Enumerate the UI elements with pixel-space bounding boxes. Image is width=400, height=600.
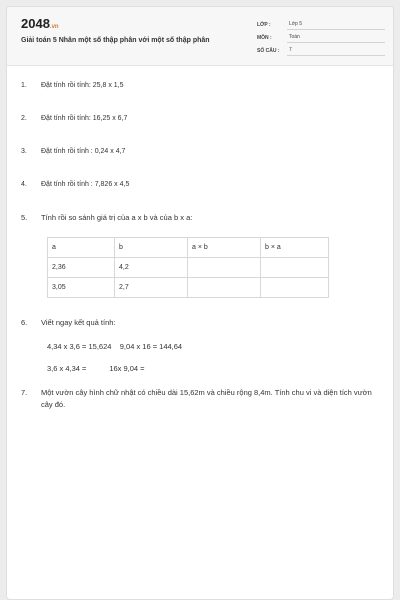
meta-key: LỚP : [257,22,271,28]
question-6 [21,318,381,328]
question-text: Một vườn cây hình chữ nhật có chiều dài 15,62m và chiều rộng 8,4m. Tính chu vi và diện tích vườn cây đó. [41,388,372,409]
table-row [48,278,329,298]
table-header-row [48,238,329,258]
calc-line-1: 4,34 x 3,6 = 15,624 9,04 x 16 = 144,64 [47,342,183,351]
worksheet-meta [257,17,385,56]
question-4 [21,180,381,190]
question-text: Đặt tính rồi tính : 0,24 x 4,7 [41,148,126,155]
question-number: 5. [21,213,28,222]
table-cell [188,258,261,278]
question-1 [21,81,381,91]
table-header-cell: b × a [261,238,329,258]
meta-row-count [257,43,385,56]
table-cell: 2,7 [115,278,188,298]
worksheet [6,6,394,600]
question-5 [21,213,381,223]
question-text: Viết ngay kết quả tính: [41,318,116,327]
question-7 [21,387,381,411]
meta-value: Toán [287,34,385,43]
table-header-cell: a [48,238,115,258]
logo-text: 2048 [21,16,50,31]
question-text: Đặt tính rồi tính: 25,8 x 1,5 [41,82,124,89]
question-number: 4. [21,181,27,188]
question-2 [21,114,381,124]
question-text: Đặt tính rồi tính : 7,826 x 4,5 [41,181,130,188]
page-title: Giải toán 5 Nhân một số thập phân với một số thập phân [21,37,210,44]
meta-value: Lớp 5 [287,21,385,30]
table-header-cell: b [115,238,188,258]
table-cell: 3,05 [48,278,115,298]
question-number: 1. [21,82,27,89]
logo-suffix: .vn [49,24,59,30]
meta-row-class [257,17,385,30]
question-text: Tính rồi so sánh giá trị của a x b và của b x a: [41,213,193,222]
question-list [21,81,381,411]
meta-row-subject [257,30,385,43]
table-header-cell: a × b [188,238,261,258]
table-row [48,258,329,278]
table-cell [188,278,261,298]
meta-value: 7 [287,47,385,56]
question-number: 7. [21,388,28,397]
calc-line-2: 3,6 x 4,34 = 16x 9,04 = [47,364,145,373]
site-logo[interactable] [21,16,59,31]
meta-key: MÔN : [257,35,272,41]
question-text: Đặt tính rồi tính: 16,25 x 6,7 [41,115,128,122]
table-cell: 2,36 [48,258,115,278]
question-number: 3. [21,148,27,155]
question-3 [21,147,381,157]
table-cell [261,278,329,298]
compare-table [47,237,329,298]
worksheet-header [7,7,393,66]
question-number: 2. [21,115,27,122]
question-number: 6. [21,318,28,327]
table-cell: 4,2 [115,258,188,278]
meta-key: SỐ CÂU : [257,48,280,54]
table-cell [261,258,329,278]
